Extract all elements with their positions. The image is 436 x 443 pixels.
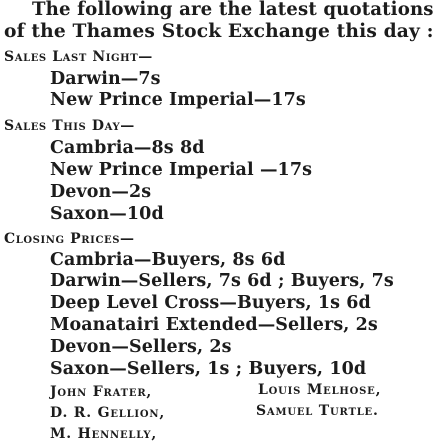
sales-last-night-item: Darwin—7s [50, 69, 161, 89]
sales-this-day-heading: Sales This Day— [4, 118, 135, 134]
sales-last-night-item: New Prince Imperial—17s [50, 90, 306, 110]
closing-prices-item: Cambria—Buyers, 8s 6d [50, 250, 286, 270]
closing-prices-heading: Closing Prices— [4, 231, 135, 247]
intro-line-2: of the Thames Stock Exchange this day : [4, 20, 434, 42]
signatory-left: D. R. Gellion, [50, 405, 166, 421]
sales-this-day-item: Cambria—8s 8d [50, 138, 205, 158]
sales-this-day-item: Saxon—10d [50, 204, 164, 224]
sales-this-day-item: New Prince Imperial —17s [50, 160, 313, 180]
signatory-right: Samuel Turtle. [256, 403, 379, 419]
closing-prices-item: Darwin—Sellers, 7s 6d ; Buyers, 7s [50, 271, 394, 291]
signatory-left: M. Hennelly, [50, 426, 158, 442]
closing-prices-item: Deep Level Cross—Buyers, 1s 6d [50, 293, 371, 313]
closing-prices-item: Moanatairi Extended—Sellers, 2s [50, 315, 378, 335]
sales-this-day-item: Devon—2s [50, 182, 152, 202]
signatory-right: Louis Melhose, [258, 382, 382, 398]
sales-last-night-heading: Sales Last Night— [4, 49, 153, 65]
signatory-left: John Frater, [50, 384, 153, 400]
closing-prices-item: Devon—Sellers, 2s [50, 337, 232, 357]
intro-line-1: The following are the latest quotations [32, 0, 434, 20]
closing-prices-item: Saxon—Sellers, 1s ; Buyers, 10d [50, 359, 367, 379]
